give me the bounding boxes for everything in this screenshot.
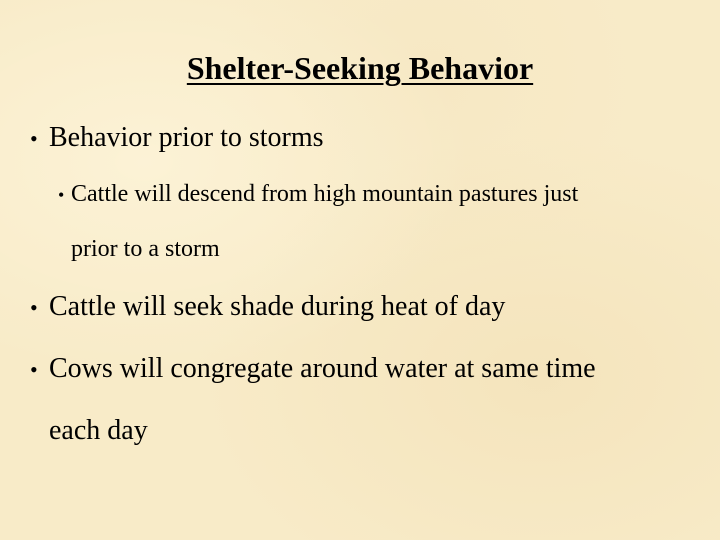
bullet-text: Cattle will seek shade during heat of day (49, 291, 506, 322)
sub-bullet-marker: • (58, 185, 65, 205)
sub-bullet-text-line1: Cattle will descend from high mountain pastures just (71, 181, 579, 207)
slide-title: Shelter-Seeking Behavior (186, 50, 534, 86)
bullet-marker: • (30, 357, 38, 382)
bullet-text-line2: each day (49, 415, 148, 446)
bullet-marker: • (30, 295, 38, 320)
bullet-behavior-prior-to-storms (30, 107, 324, 169)
sub-bullet-cattle-descend (58, 167, 578, 276)
bullet-cows-congregate (30, 338, 596, 461)
bullet-cattle-seek-shade (30, 276, 505, 338)
bullet-text: Behavior prior to storms (49, 122, 324, 153)
sub-bullet-text-line2: prior to a storm (71, 236, 220, 262)
bullet-text-line1: Cows will congregate around water at same time (49, 353, 596, 384)
bullet-marker: • (30, 126, 38, 151)
